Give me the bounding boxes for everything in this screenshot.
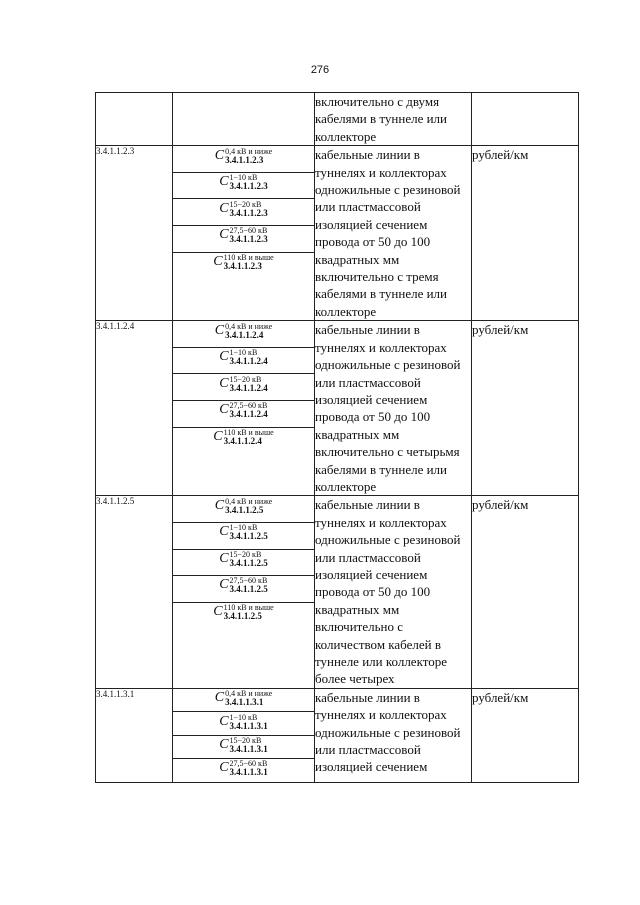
rate-symbol-scripts [230,349,268,365]
rate-index: 3.4.1.1.2.3 [229,234,268,245]
rate-symbol-scripts [224,604,274,620]
rate-symbol [173,226,314,253]
rate-symbol-letter: C [214,497,225,513]
rate-symbol-letter: C [219,524,229,540]
row-description: кабельные линии в туннелях и коллекторах одножильные с резиновой или пластмассовой изоляцией сечением провода от 50 до 100 квадратных мм включительно с количеством кабелей в туннеле или коллекторе более четырех [315,496,472,688]
rate-index: 3.4.1.1.2.5 [229,584,268,595]
rate-symbol-scripts [224,429,274,445]
row-unit: рублей/км [472,496,579,688]
rate-symbol-scripts [230,760,268,776]
rate-symbol-letter: C [213,428,223,444]
rate-index: 3.4.1.1.2.3 [229,207,268,218]
voltage-class: 1−10 кВ [229,348,258,358]
voltage-class: 27,5−60 кВ [229,759,268,769]
rate-symbol [173,321,314,348]
rate-symbol [173,523,314,550]
voltage-class: 1−10 кВ [229,523,258,533]
row-description: включительно с двумя кабелями в туннеле или коллекторе [315,93,472,146]
rate-symbol [173,689,314,712]
rate-symbol-scripts [230,402,268,418]
rate-symbol-scripts [225,148,272,164]
voltage-class: 15−20 кВ [229,735,262,745]
rate-symbols-cell [173,688,315,783]
rate-symbol [173,496,314,523]
voltage-class: 27,5−60 кВ [229,576,268,586]
rate-symbol [173,759,314,782]
rate-index: 3.4.1.1.2.5 [225,504,264,515]
voltage-class: 0,4 кВ и ниже [225,496,273,506]
rate-index: 3.4.1.1.2.4 [223,435,262,446]
rate-symbol-scripts [230,376,268,392]
rate-symbol-letter: C [219,713,229,729]
rate-symbol [173,428,314,455]
rate-symbol-scripts [225,323,272,339]
row-unit: рублей/км [472,688,579,783]
row-description: кабельные линии в туннелях и коллекторах одножильные с резиновой или пластмассовой изоляцией сечением провода от 50 до 100 квадратных мм включительно с тремя кабелями в туннеле или коллекторе [315,146,472,321]
rate-symbol [173,146,314,173]
rate-symbol-letter: C [219,550,229,566]
rate-index: 3.4.1.1.2.4 [225,329,264,340]
rate-symbol [173,736,314,759]
rate-symbol [173,550,314,577]
rate-symbol-letter: C [213,253,223,269]
rate-symbol-letter: C [219,736,229,752]
table-row [96,146,579,321]
table-row [96,496,579,688]
rate-index: 3.4.1.1.3.1 [225,697,264,708]
row-description: кабельные линии в туннелях и коллекторах одножильные с резиновой или пластмассовой изоляцией сечением провода от 50 до 100 квадратных мм включительно с четырьмя кабелями в туннеле или коллекторе [315,321,472,496]
voltage-class: 110 кВ и выше [223,603,274,613]
rate-symbol [173,199,314,226]
page-number: 276 [310,64,330,76]
voltage-class: 0,4 кВ и ниже [225,146,273,156]
rate-symbol-letter: C [219,577,229,593]
rate-symbol-scripts [230,737,268,753]
rate-index: 3.4.1.1.2.3 [223,260,262,271]
row-code: 3.4.1.1.2.4 [96,321,173,496]
rate-index: 3.4.1.1.2.4 [229,356,268,367]
rate-symbol-letter: C [219,349,229,365]
voltage-class: 15−20 кВ [229,549,262,559]
rate-symbol-scripts [225,498,272,514]
rate-symbols-cell [173,146,315,321]
voltage-class: 0,4 кВ и ниже [225,321,273,331]
voltage-class: 110 кВ и выше [223,427,274,437]
row-description: кабельные линии в туннелях и коллекторах одножильные с резиновой или пластмассовой изоляцией сечением [315,688,472,783]
rate-symbol [173,253,314,280]
rate-symbol [173,603,314,630]
rate-symbol-letter: C [214,147,225,163]
rate-index: 3.4.1.1.3.1 [229,720,268,731]
rate-symbol [173,712,314,735]
voltage-class: 110 кВ и выше [223,252,274,262]
rate-index: 3.4.1.1.2.5 [229,531,268,542]
rate-index: 3.4.1.1.3.1 [229,743,268,754]
rate-symbol-scripts [230,201,268,217]
rate-symbol-letter: C [219,760,229,776]
rate-symbols-cell [173,93,315,146]
row-unit: рублей/км [472,146,579,321]
row-code: 3.4.1.1.2.5 [96,496,173,688]
rate-symbol-letter: C [214,322,225,338]
rate-symbol [173,576,314,603]
rate-symbol-scripts [225,690,272,706]
row-code: 3.4.1.1.2.3 [96,146,173,321]
rate-symbol [173,173,314,200]
rate-index: 3.4.1.1.3.1 [229,767,268,778]
rate-symbol [173,348,314,375]
row-code [96,93,173,146]
rate-symbol-scripts [230,577,268,593]
rate-index: 3.4.1.1.2.3 [225,154,264,165]
rate-symbol-letter: C [213,604,223,620]
rate-symbol-scripts [230,174,268,190]
rate-symbols-cell [173,321,315,496]
row-unit [472,93,579,146]
rate-symbol [173,401,314,428]
rate-index: 3.4.1.1.2.4 [229,382,268,393]
rate-index: 3.4.1.1.2.4 [229,409,268,420]
rate-index: 3.4.1.1.2.3 [229,181,268,192]
rate-index: 3.4.1.1.2.5 [223,611,262,622]
voltage-class: 1−10 кВ [229,173,258,183]
rate-symbol-letter: C [219,375,229,391]
row-code: 3.4.1.1.3.1 [96,688,173,783]
rate-symbol-letter: C [219,402,229,418]
voltage-class: 1−10 кВ [229,712,258,722]
voltage-class: 27,5−60 кВ [229,226,268,236]
rate-symbol-letter: C [214,690,225,706]
table-row [96,321,579,496]
rate-symbol [173,374,314,401]
rate-symbol-scripts [224,254,274,270]
voltage-class: 15−20 кВ [229,374,262,384]
table-row [96,688,579,783]
row-unit: рублей/км [472,321,579,496]
tariff-table [95,92,579,783]
voltage-class: 27,5−60 кВ [229,401,268,411]
rate-symbol-scripts [230,227,268,243]
rate-symbol-scripts [230,551,268,567]
table-row [96,93,579,146]
rate-symbol-letter: C [219,200,229,216]
voltage-class: 15−20 кВ [229,199,262,209]
rate-symbol-letter: C [219,227,229,243]
rate-symbol-scripts [230,524,268,540]
rate-index: 3.4.1.1.2.5 [229,557,268,568]
rate-symbol-scripts [230,714,268,730]
rate-symbol-letter: C [219,174,229,190]
rate-symbols-cell [173,496,315,688]
voltage-class: 0,4 кВ и ниже [225,689,273,699]
